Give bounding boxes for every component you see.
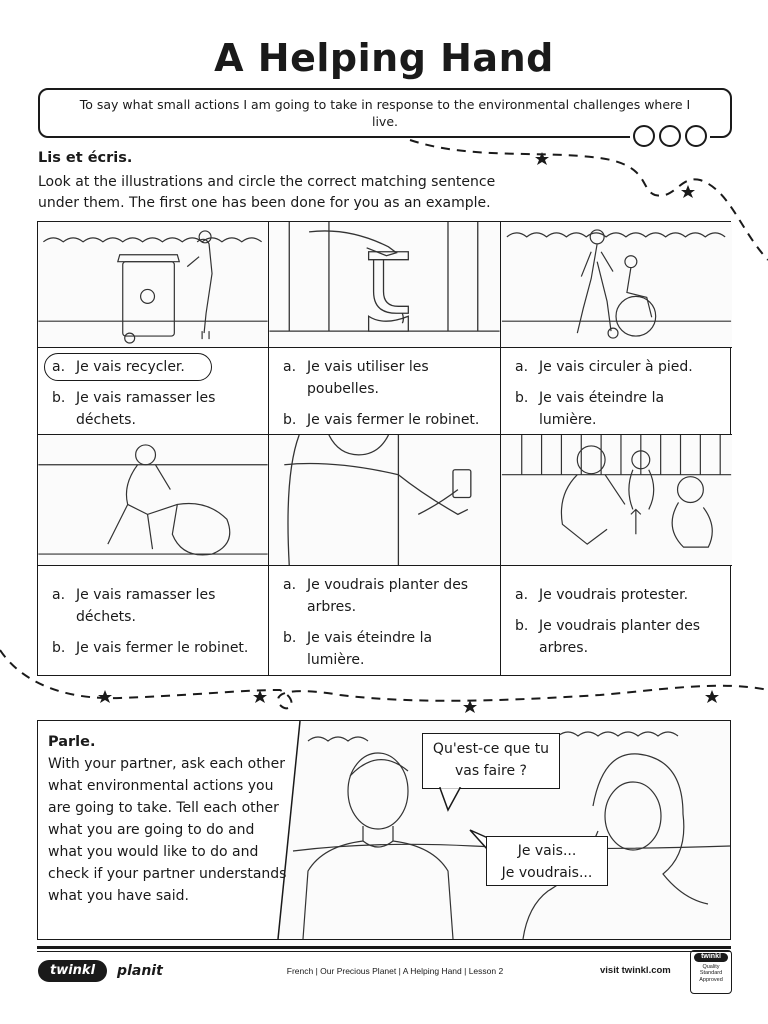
options-cell-3 (501, 348, 732, 435)
speech-bubble-question: Qu'est-ce que tu vas faire ? (422, 733, 560, 789)
illustration-litter-picking (38, 435, 269, 566)
tap-illustration (269, 222, 500, 347)
section1-heading: Lis et écris. (38, 150, 133, 166)
planit-brand: planit (117, 963, 163, 979)
section2-instructions: With your partner, ask each other what environmental actions you are going to take. Tell each other what you are going to do and what you would like to do and check if your partner understands what you have said. (48, 756, 287, 904)
options-cell-6 (501, 566, 732, 675)
option-4a[interactable]: a. Je vais ramasser les déchets. (52, 587, 216, 625)
illustration-tree-planting (501, 435, 732, 566)
twinkl-logo (38, 957, 163, 985)
options-cell-5 (269, 566, 501, 675)
options-cell-4 (38, 566, 269, 675)
options-cell-2 (269, 348, 501, 435)
recycling-bin-illustration (38, 222, 268, 347)
option-3b[interactable]: b. Je vais éteindre la lumière. (515, 390, 665, 428)
option-1b[interactable]: b. Je vais ramasser les déchets. (52, 390, 216, 428)
footer-divider (37, 946, 731, 949)
illustration-light-switch (269, 435, 501, 566)
badge-text: Quality Standard Approved (699, 963, 723, 983)
option-5b[interactable]: b. Je vais éteindre la lumière. (283, 630, 433, 668)
answer-line-1: Je vais... (517, 843, 577, 859)
footer-breadcrumb: French | Our Precious Planet | A Helping Hand | Lesson 2 (286, 966, 504, 976)
speaking-activity-box (37, 720, 731, 940)
section1-instructions: Look at the illustrations and circle the correct matching sentence under them. The first one has been done for you as an example. (38, 174, 496, 211)
speech-bubble-answer (486, 836, 608, 886)
twinkl-brand: twinkl (38, 960, 107, 982)
objective-circles-decoration (630, 125, 710, 147)
badge-brand: twinkl (694, 953, 728, 962)
answer-line-2: Je voudrais... (501, 865, 593, 881)
option-6b[interactable]: b. Je voudrais planter des arbres. (515, 618, 701, 656)
illustration-walking (501, 222, 732, 348)
option-6a[interactable]: a. Je voudrais protester. (515, 587, 689, 603)
option-5a[interactable]: a. Je voudrais planter des arbres. (283, 577, 469, 615)
illustration-tap (269, 222, 501, 348)
parle-section (48, 731, 288, 907)
footer-url-link[interactable]: visit twinkl.com (600, 965, 671, 976)
footer-divider-thin (37, 951, 731, 952)
option-3a[interactable]: a. Je vais circuler à pied. (515, 359, 693, 375)
section2-heading: Parle. (48, 734, 96, 750)
option-1a[interactable]: a. Je vais recycler. (52, 356, 258, 378)
litter-picking-illustration (38, 435, 268, 565)
exercise-grid (37, 221, 731, 676)
illustration-recycling (38, 222, 269, 348)
page-title: A Helping Hand (214, 36, 554, 80)
tree-planting-illustration (501, 435, 732, 565)
light-switch-illustration (269, 435, 500, 565)
option-2a[interactable]: a. Je vais utiliser les poubelles. (283, 359, 429, 397)
learning-objective: To say what small actions I am going to take in response to the environmental challenges where I live. (38, 88, 732, 138)
option-4b[interactable]: b. Je vais fermer le robinet. (52, 640, 249, 656)
options-cell-1 (38, 348, 269, 435)
quality-standard-badge (690, 950, 732, 994)
walking-illustration (501, 222, 732, 347)
option-2b[interactable]: b. Je vais fermer le robinet. (283, 412, 480, 428)
